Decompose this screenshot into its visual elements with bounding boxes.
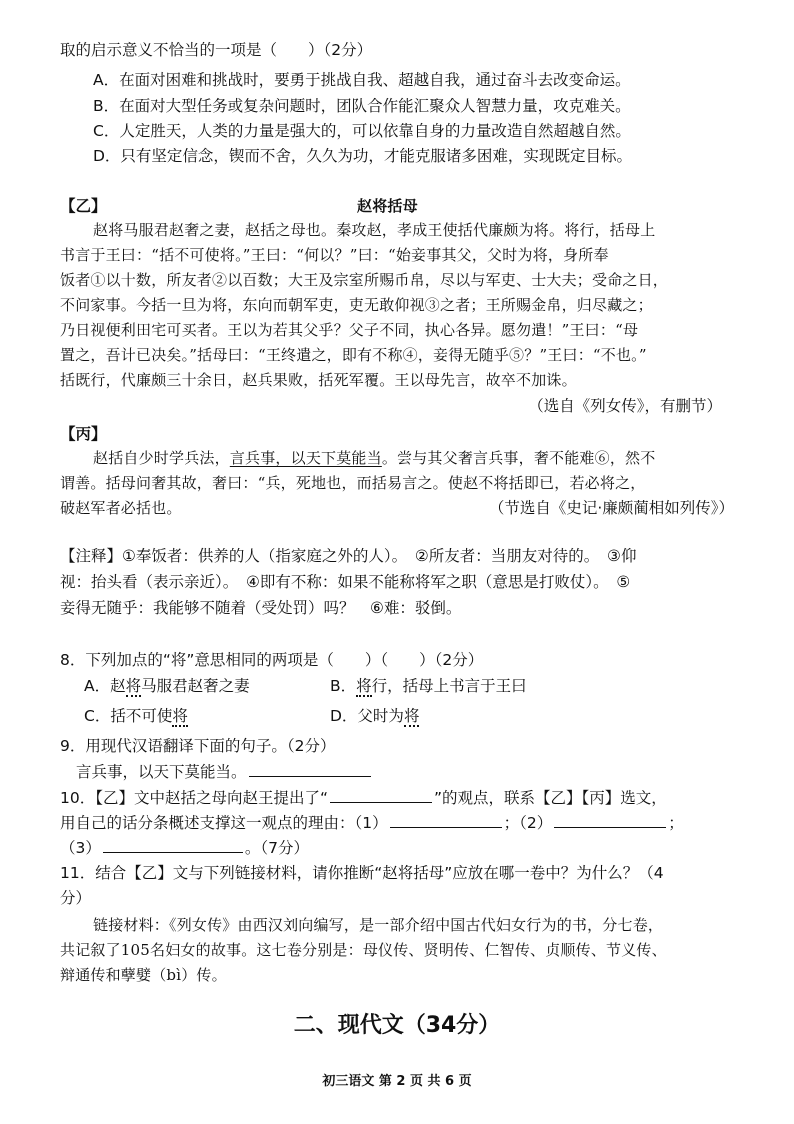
- notes-line-2: 视：抬头看（表示亲近）。 ④即有不称：如果不能称将军之职（意思是打败仗）。 ⑤: [60, 573, 631, 591]
- q7-option-a: A．在面对困难和挑战时，要勇于挑战自我、超越自我，通过奋斗去改变命运。: [93, 71, 631, 89]
- q8-option-c: C．括不可使将: [84, 707, 188, 725]
- passage-yi-title: 赵将括母: [357, 197, 418, 215]
- dotted-char: 将: [356, 677, 372, 695]
- answer-blank[interactable]: [554, 813, 666, 828]
- passage-yi-line: 饭者①以十数，所友者②以百数；大王及宗室所赐币帛，尽以与军吏、士大夫；受命之日，: [60, 271, 669, 289]
- passage-yi-line: 不问家事。今括一旦为将，东向而朝军吏，吏无敢仰视③之者；王所赐金帛，归尽藏之；: [60, 296, 653, 314]
- underlined-sentence: 言兵事，以天下莫能当: [229, 449, 382, 467]
- passage-yi-tag: 【乙】: [60, 197, 107, 215]
- q9-stem: 9．用现代汉语翻译下面的句子。（2分）: [60, 737, 336, 755]
- dotted-char: 将: [172, 707, 188, 725]
- q11-material-1: 链接材料：《列女传》由西汉刘向编写，是一部介绍中国古代妇女行为的书，分七卷，: [93, 916, 664, 934]
- q7-option-b: B．在面对大型任务或复杂问题时，团队合作能汇聚众人智慧力量，攻克难关。: [93, 97, 631, 115]
- q10-line-1: 10．【乙】文中赵括之母向赵王提出了“ ”的观点，联系【乙】【丙】选文，: [60, 789, 667, 807]
- q8-option-d: D．父时为将: [330, 707, 420, 725]
- q7-stem: 取的启示意义不恰当的一项是（ ）（2分）: [60, 41, 373, 59]
- q11-line-1: 11．结合【乙】文与下列链接材料，请你推断“赵将括母”应放在哪一卷中？为什么？（4: [60, 864, 664, 882]
- passage-bing-tag: 【丙】: [60, 425, 107, 443]
- q7-option-d: D．只有坚定信念，锲而不舍，久久为功，才能克服诸多困难，实现既定目标。: [93, 147, 632, 165]
- notes-line-1: 【注释】①奉饭者：供养的人（指家庭之外的人）。 ②所友者：当朋友对待的。 ③仰: [60, 547, 637, 565]
- passage-yi-line: 括既行，代廉颇三十余日，赵兵果败，括死军覆。王以母先言，故卒不加诛。: [60, 371, 577, 389]
- page-footer: 初三语文 第 2 页 共 6 页: [322, 1074, 472, 1089]
- passage-bing-line-1: 赵括自少时学兵法，言兵事，以天下莫能当。尝与其父奢言兵事，奢不能难⑥，然不: [93, 449, 656, 467]
- dotted-char: 将: [125, 677, 142, 695]
- answer-blank[interactable]: [330, 788, 432, 803]
- dotted-char: 将: [403, 707, 420, 725]
- passage-yi-source: （选自《列女传》，有删节）: [528, 397, 722, 415]
- passage-yi-line: 赵将马服君赵奢之妻，赵括之母也。秦攻赵，孝成王使括代廉颇为将。将行，括母上: [93, 221, 656, 239]
- q8-stem: 8．下列加点的“将”意思相同的两项是（ ）（ ）（2分）: [60, 651, 484, 669]
- answer-blank[interactable]: [390, 813, 502, 828]
- q11-material-2: 共记叙了105名妇女的故事。这七卷分别是：母仪传、贤明传、仁智传、贞顺传、节义传、: [60, 941, 667, 959]
- q10-line-3: （3） 。（7分）: [60, 839, 309, 857]
- q7-option-c: C．人定胜天，人类的力量是强大的，可以依靠自身的力量改造自然超越自然。: [93, 122, 631, 140]
- q11-material-3: 辩通传和孽嬖（bì）传。: [60, 966, 227, 984]
- passage-yi-line: 乃日视便利田宅可买者。王以为若其父乎？父子不同，执心各异。愿勿遣！”王曰：“母: [60, 321, 639, 339]
- q9-sentence: 言兵事，以天下莫能当。: [76, 762, 373, 782]
- passage-yi-line: 置之，吾计已决矣。”括母曰：“王终遣之，即有不称④，妾得无随乎⑤？”王曰：“不也。”: [60, 346, 647, 364]
- q10-line-2: 用自己的话分条概述支撑这一观点的理由：（1） ；（2） ；: [60, 814, 684, 832]
- q8-option-a: A．赵将马服君赵奢之妻: [84, 677, 250, 695]
- passage-bing-line-2: 谓善。括母问奢其故，奢曰：“兵，死地也，而括易言之。使赵不将括即已，若必将之，: [60, 474, 646, 492]
- passage-yi-line: 书言于王曰：“括不可使将。”王曰：“何以？”曰：“始妾事其父，父时为将，身所奉: [60, 246, 609, 264]
- passage-bing-line-3: 破赵军者必括也。: [60, 499, 182, 517]
- q8-option-b: B．将行，括母上书言于王曰: [330, 677, 527, 695]
- q11-line-2: 分）: [60, 889, 92, 907]
- answer-blank[interactable]: [249, 762, 371, 777]
- notes-line-3: 妾得无随乎：我能够不随着（受处罚）吗？ ⑥难：驳倒。: [60, 599, 462, 617]
- passage-bing-source: （节选自《史记·廉颇蔺相如列传》）: [488, 499, 734, 517]
- answer-blank[interactable]: [103, 838, 243, 853]
- section-heading: 二、现代文（34分）: [293, 1013, 501, 1038]
